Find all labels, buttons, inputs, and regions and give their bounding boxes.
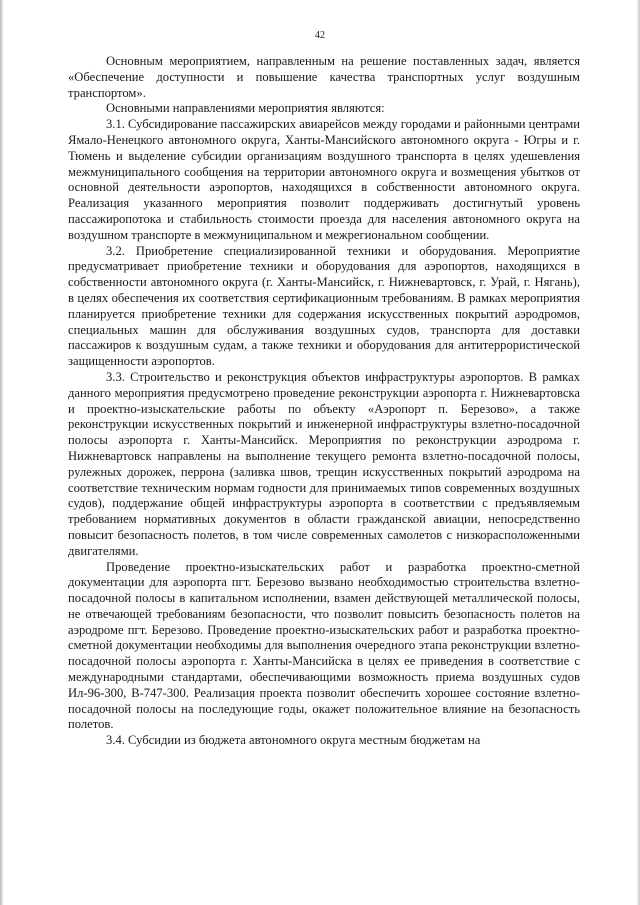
document-body xyxy=(68,54,580,749)
paragraph-main-activity: Основным мероприятием, направленным на решение поставленных задач, является «Обеспечение доступности и повышение качества транспортных услуг воздушным транспортом». xyxy=(68,54,580,100)
paragraph-3-1: 3.1. Субсидирование пассажирских авиарейсов между городами и районными центрами Ямало-Ненецкого автономного округа, Ханты-Мансийского автономного округа - Югры и г. Тюмень и выделение субсидии организациям воздушного транспорта в целях удешевления межмуниципального сообщения на территории автономного округа и возмещения убытков от основной деятельности аэропортов, находящихся в собственности автономного округа. Реализация указанного мероприятия позволит поддерживать достигнутый уровень пассажиропотока и стабильность стоимости проезда для населения автономного округа на воздушном транспорте в межмуниципальном и межрегиональном сообщении. xyxy=(68,117,580,242)
paragraph-3-4: 3.4. Субсидии из бюджета автономного округа местным бюджетам на xyxy=(106,733,481,748)
page-number: 42 xyxy=(315,30,325,41)
paragraph-3-3: 3.3. Строительство и реконструкция объектов инфраструктуры аэропортов. В рамках данного мероприятия предусмотрено проведение реконструкции аэропорта г. Нижневартовска и проектно-изыскательские работы по объекту «Аэропорт п. Березово», а также реконструкции искусственных покрытий и инженерной инфраструктуры взлетно-посадочной полосы аэропорта г. Ханты-Мансийск. Мероприятия по реконструкции аэродрома г. Нижневартовск направлены на выполнение текущего ремонта взлетно-посадочной полосы, рулежных дорожек, перрона (заливка швов, трещин искусственных покрытий аэродрома на соответствие техническим нормам годности для принимаемых типов современных воздушных судов), поддержание общей инфраструктуры аэропорта в соответствии с предъявляемым требованием нормативных документов в области гражданской авиации, непосредственно повысит безопасность полетов, в том числе современных самолетов с низкорасположенными двигателями. xyxy=(68,369,580,558)
paragraph-berezovo-design: Проведение проектно-изыскательских работ и разработка проектно-сметной документации для аэропорта пгт. Березово вызвано необходимостью строительства взлетно-посадочной полосы в капитальном исполнении, взамен действующей металлической полосы, не отвечающей требованиям безопасности, что позволит повысить безопасность полетов на аэродроме пгт. Березово. Проведение проектно-изыскательских работ и разработка проектно-сметной документации необходимы для выполнения очередного этапа реконструкции взлетно-посадочной полосы аэропорта г. Ханты-Мансийска в целях ее приведения в соответствие с международными стандартами, обеспечивающими возможность приема воздушных судов Ил-96-300, В-747-300. Реализация проекта позволит обеспечить хорошее состояние взлетно-посадочной полосы на последующие годы, окажет положительное влияние на безопасность полетов. xyxy=(68,559,580,732)
scan-edge-left xyxy=(0,0,3,905)
paragraph-3-2: 3.2. Приобретение специализированной техники и оборудования. Мероприятие предусматривает приобретение техники и оборудования для аэропортов, находящихся в собственности автономного округа (г. Ханты-Мансийск, г. Нижневартовск, г. Урай, г. Нягань), в целях обеспечения их соответствия сертификационным требованиям. В рамках мероприятия планируется приобретение техники для содержания искусственных покрытий аэродромов, специальных машин для обслуживания воздушных судов, транспорта для доставки пассажиров к воздушным судам, а также техники и оборудования для антитеррористической защищенности аэропортов. xyxy=(68,243,580,369)
paragraph-directions-intro: Основными направлениями мероприятия являются: xyxy=(106,101,385,116)
